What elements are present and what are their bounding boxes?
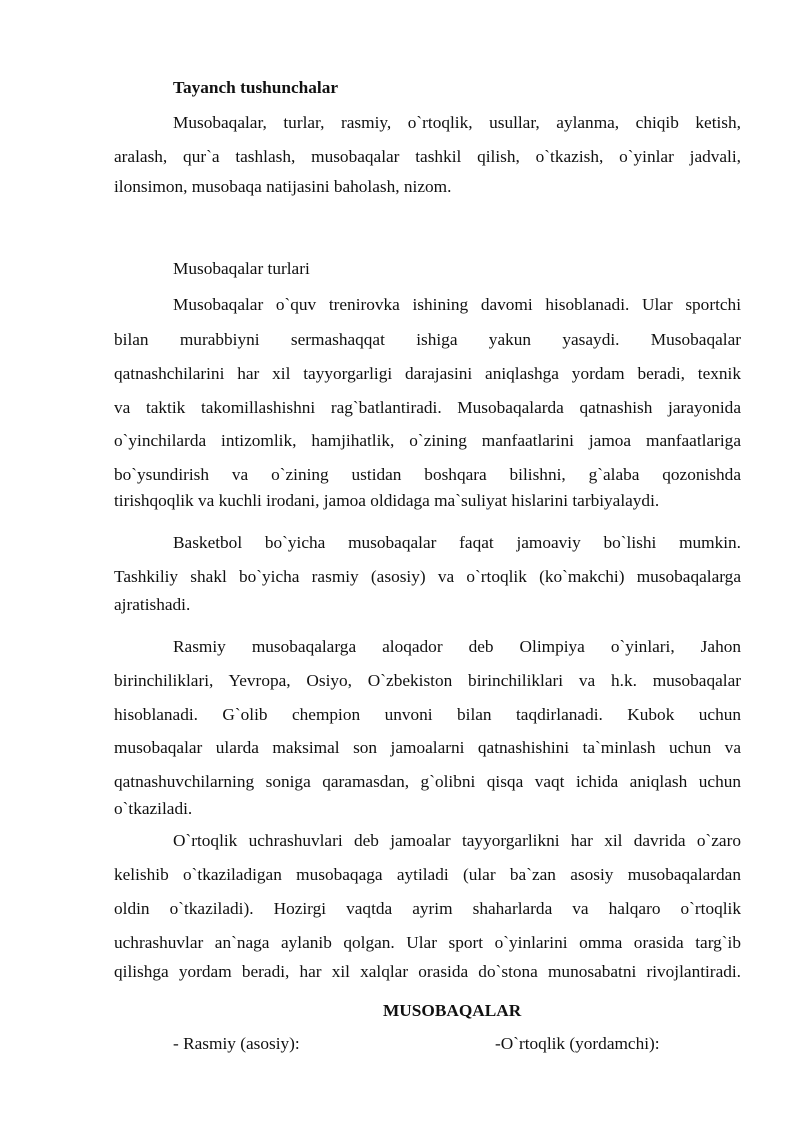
p1-line-1: Musobaqalar o`quv trenirovka ishining davomi hisoblanadi. Ular sportchi — [173, 295, 741, 314]
p4-line-3: oldin o`tkaziladi). Hozirgi vaqtda ayrim shaharlarda va halqaro o`rtoqlik — [114, 899, 741, 918]
section-title: Musobaqalar turlari — [173, 259, 310, 278]
p4-line-5: qilishga yordam beradi, har xil xalqlar orasida do`stona munosabatni rivojlantiradi. — [114, 962, 741, 981]
p2-line-3: ajratishadi. — [114, 595, 191, 614]
left-branch-label: - Rasmiy (asosiy): — [173, 1034, 300, 1053]
keywords-line-3: ilonsimon, musobaqa natijasini baholash, nizom. — [114, 177, 452, 196]
keywords-line-1: Musobaqalar, turlar, rasmiy, o`rtoqlik, usullar, aylanma, chiqib ketish, — [173, 113, 741, 132]
p4-line-2: kelishib o`tkaziladigan musobaqaga aytiladi (ular ba`zan asosiy musobaqalardan — [114, 865, 741, 884]
p3-line-1: Rasmiy musobaqalarga aloqador deb Olimpiya o`yinlari, Jahon — [173, 637, 741, 656]
text-block — [114, 0, 741, 1131]
p4-line-4: uchrashuvlar an`naga aylanib qolgan. Ular sport o`yinlarini omma orasida targ`ib — [114, 933, 741, 952]
diagram-title: MUSOBAQALAR — [383, 1001, 522, 1020]
right-branch-label: -O`rtoqlik (yordamchi): — [495, 1034, 660, 1053]
p1-line-2: bilan murabbiyni sermashaqqat ishiga yakun yasaydi. Musobaqalar — [114, 330, 741, 349]
p3-line-3: hisoblanadi. G`olib chempion unvoni bilan taqdirlanadi. Kubok uchun — [114, 705, 741, 724]
p3-line-5: qatnashuvchilarning soniga qaramasdan, g`olibni qisqa vaqt ichida aniqlash uchun — [114, 772, 741, 791]
p3-line-6: o`tkaziladi. — [114, 799, 193, 818]
p1-line-5: o`yinchilarda intizomlik, hamjihatlik, o`zining manfaatlarini jamoa manfaatlariga — [114, 431, 741, 450]
p2-line-1: Basketbol bo`yicha musobaqalar faqat jamoaviy bo`lishi mumkin. — [173, 533, 741, 552]
keywords-line-2: aralash, qur`a tashlash, musobaqalar tashkil qilish, o`tkazish, o`yinlar jadvali, — [114, 147, 741, 166]
p1-line-4: va taktik takomillashishni rag`batlantiradi. Musobaqalarda qatnashish jarayonida — [114, 398, 741, 417]
heading: Tayanch tushunchalar — [173, 78, 339, 97]
p4-line-1: O`rtoqlik uchrashuvlari deb jamoalar tayyorgarlikni har xil davrida o`zaro — [173, 831, 741, 850]
p1-line-3: qatnashchilarini har xil tayyorgarligi darajasini aniqlashga yordam beradi, texnik — [114, 364, 741, 383]
p2-line-2: Tashkiliy shakl bo`yicha rasmiy (asosiy) va o`rtoqlik (ko`makchi) musobaqalarga — [114, 567, 741, 586]
p1-line-7: tirishqoqlik va kuchli irodani, jamoa oldidaga ma`suliyat hislarini tarbiyalaydi. — [114, 491, 660, 510]
p1-line-6: bo`ysundirish va o`zining ustidan boshqara bilishni, g`alaba qozonishda — [114, 465, 741, 484]
p3-line-4: musobaqalar ularda maksimal son jamoalarni qatnashishini ta`minlash uchun va — [114, 738, 741, 757]
p3-line-2: birinchiliklari, Yevropa, Osiyo, O`zbekiston birinchiliklari va h.k. musobaqalar — [114, 671, 741, 690]
